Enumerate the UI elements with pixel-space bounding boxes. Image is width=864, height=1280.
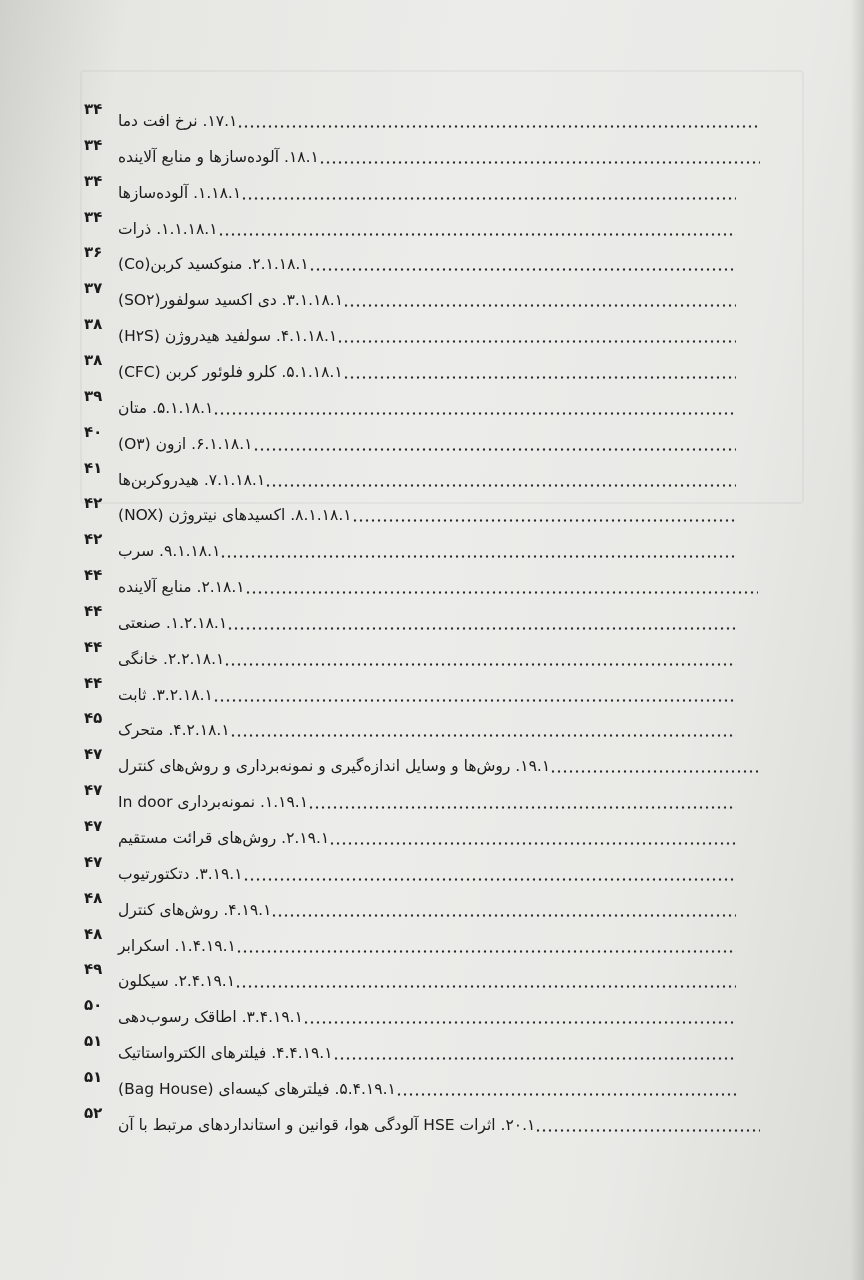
toc-entry-page-number: ۴۰ xyxy=(84,422,103,441)
toc-entry xyxy=(112,958,736,992)
toc-entry-page-number: ۴۷ xyxy=(84,781,103,800)
dot-leader xyxy=(271,914,736,917)
toc-entry-page-number: ۴۸ xyxy=(84,888,103,907)
toc-entry xyxy=(112,241,736,275)
toc-entry-page-number: ۳۴ xyxy=(84,171,103,190)
toc-entry xyxy=(112,421,736,455)
toc-entry xyxy=(112,1102,760,1136)
toc-entry-title: ۱.۴.۱۹.۱. اسکرابر xyxy=(118,936,236,955)
toc-entry xyxy=(112,277,736,311)
toc-entry-title: ۳.۱.۱۸.۱. دی اکسید سولفور(SO۲) xyxy=(118,291,344,310)
dot-leader xyxy=(224,663,736,666)
toc-entry xyxy=(112,564,758,598)
toc-entry xyxy=(112,349,736,383)
toc-entry-title: ۱۷.۱. نرخ افت دما xyxy=(118,112,238,130)
toc-entry-page-number: ۳۶ xyxy=(84,243,103,262)
toc-entry-title: ۲۰.۱. اثرات HSE آلودگی هوا، قوانین و استانداردهای مرتبط با آن xyxy=(118,1115,536,1134)
toc-entry-title: ۲.۴.۱۹.۱. سیکلون xyxy=(118,972,236,991)
toc-entry-title: ۸.۱.۱۸.۱. اکسیدهای نیتروژن (NOX) xyxy=(118,506,352,525)
toc-entry-page-number: ۳۹ xyxy=(84,386,103,405)
dot-leader xyxy=(230,734,736,737)
dot-leader xyxy=(235,985,736,988)
toc-entry xyxy=(112,887,736,921)
toc-entry xyxy=(112,385,736,419)
toc-entry-page-number: ۳۸ xyxy=(84,315,103,334)
toc-entry-title: ۲.۱.۱۸.۱. منوکسید کربن(Co) xyxy=(118,255,309,274)
toc-entry-title: ۱.۲.۱۸.۱. صنعتی xyxy=(118,613,228,632)
toc-entry-page-number: ۵۰ xyxy=(84,996,103,1015)
dot-leader xyxy=(550,770,760,773)
toc-entry-title: ۹.۱.۱۸.۱. سرب xyxy=(118,542,221,561)
toc-entry-page-number: ۳۴ xyxy=(84,207,103,226)
toc-entry-page-number: ۳۴ xyxy=(84,135,103,154)
dot-leader xyxy=(329,842,736,845)
toc-entry-page-number: ۴۴ xyxy=(84,673,103,692)
dot-leader xyxy=(343,304,736,307)
toc-entry xyxy=(112,313,736,347)
dot-leader xyxy=(241,197,736,200)
toc-entry-title: ۳.۲.۱۸.۱. ثابت xyxy=(118,685,213,704)
toc-entry-page-number: ۴۷ xyxy=(84,852,103,871)
toc-entry-title: ۵.۴.۱۹.۱. فیلترهای کیسه‌ای (Bag House) xyxy=(118,1079,396,1098)
dot-leader xyxy=(352,519,736,522)
toc-entry-page-number: ۴۲ xyxy=(84,494,103,513)
toc-entry-title: ۲.۲.۱۸.۱. خانگی xyxy=(118,649,225,668)
toc-entry xyxy=(112,98,760,132)
dot-leader xyxy=(218,233,736,236)
dot-leader xyxy=(309,268,736,271)
toc-entry-title: ۵.۱.۱۸.۱. کلرو فلوئور کربن (CFC) xyxy=(118,362,343,381)
toc-entry xyxy=(112,492,736,526)
toc-entry-page-number: ۵۱ xyxy=(84,1032,103,1051)
dot-leader xyxy=(236,950,736,953)
dot-leader xyxy=(535,1129,760,1132)
dot-leader xyxy=(243,878,736,881)
toc-entry-page-number: ۴۴ xyxy=(84,566,103,585)
toc-entry xyxy=(112,134,760,168)
toc-entry-title: ۱.۱.۱۸.۱. ذرات xyxy=(118,219,218,238)
toc-entry-page-number: ۴۲ xyxy=(84,530,103,549)
dot-leader xyxy=(253,448,736,451)
dot-leader xyxy=(245,591,758,594)
toc-entry xyxy=(112,994,736,1028)
toc-entry-page-number: ۴۸ xyxy=(84,924,103,943)
toc-entry-title: ۲.۱۸.۱. منابع آلاینده xyxy=(118,578,245,597)
toc-entry-page-number: ۴۱ xyxy=(84,458,103,477)
dot-leader xyxy=(213,699,736,702)
toc-entry-page-number: ۴۷ xyxy=(84,745,103,764)
toc-entry xyxy=(112,779,736,813)
toc-entry-page-number: ۴۴ xyxy=(84,601,103,620)
toc-entry-title: ۵.۱.۱۸.۱. متان xyxy=(118,398,214,417)
toc-entry-page-number: ۵۱ xyxy=(84,1067,103,1086)
dot-leader xyxy=(227,627,736,630)
toc-entry-title: ۴.۲.۱۸.۱. متحرک xyxy=(118,721,230,740)
toc-entry-page-number: ۴۵ xyxy=(84,709,103,728)
toc-entry xyxy=(112,1030,736,1064)
dot-leader xyxy=(213,412,736,415)
toc-entry-title: ۴.۱۹.۱. روش‌های کنترل xyxy=(118,900,272,919)
toc-entry-title: ۳.۱۹.۱. دتکتورتیوب xyxy=(118,864,243,883)
toc-entry-title: ۱.۱۹.۱. نمونه‌برداری In door xyxy=(118,793,309,812)
toc-entry-page-number: ۴۹ xyxy=(84,960,103,979)
toc-entry-page-number: ۴۷ xyxy=(84,817,103,835)
toc-entry xyxy=(112,600,736,634)
toc-entry-title: ۱۹.۱. روش‌ها و وسایل اندازه‌گیری و نمونه‌برداری و روش‌های کنترل xyxy=(118,757,551,776)
toc-entry-title: ۳.۴.۱۹.۱. اطاقک رسوب‌دهی xyxy=(118,1008,303,1027)
dot-leader xyxy=(237,125,760,128)
toc-entry xyxy=(112,923,736,957)
toc-entry-title: ۴.۱.۱۸.۱. سولفید هیدروژن (H۲S) xyxy=(118,327,338,346)
dot-leader xyxy=(220,555,736,558)
dot-leader xyxy=(308,806,736,809)
toc-entry xyxy=(112,851,736,885)
toc-entry xyxy=(112,815,736,849)
toc-entry xyxy=(112,206,736,240)
toc-entry-title: ۶.۱.۱۸.۱. ازون (O۳) xyxy=(118,434,253,453)
toc-entry-title: ۱۸.۱. آلوده‌سازها و منابع آلاینده xyxy=(118,147,319,166)
toc-entry xyxy=(112,743,760,777)
toc-entry xyxy=(112,1066,736,1100)
toc-entry xyxy=(112,636,736,670)
toc-entry-title: ۲.۱۹.۱. روش‌های قرائت مستقیم xyxy=(118,829,330,847)
toc-entry-page-number: ۵۲ xyxy=(84,1103,103,1122)
toc-entry xyxy=(112,672,736,706)
toc-entry xyxy=(112,170,736,204)
toc-entry xyxy=(112,707,736,741)
dot-leader xyxy=(333,1057,736,1060)
toc-entry xyxy=(112,457,736,491)
dot-leader xyxy=(343,376,736,379)
toc-entry-page-number: ۳۷ xyxy=(84,279,103,298)
dot-leader xyxy=(396,1093,736,1096)
dot-leader xyxy=(319,161,760,164)
dot-leader xyxy=(265,484,736,487)
dot-leader xyxy=(303,1021,736,1024)
toc-entry-page-number: ۳۴ xyxy=(84,100,103,118)
dot-leader xyxy=(337,340,736,343)
toc-entry-page-number: ۴۴ xyxy=(84,637,103,656)
toc-entry-title: ۷.۱.۱۸.۱. هیدروکربن‌ها xyxy=(118,470,266,489)
toc-entry-title: ۴.۴.۱۹.۱. فیلترهای الکترواستاتیک xyxy=(118,1044,333,1063)
toc-entry-title: ۱.۱۸.۱. آلوده‌سازها xyxy=(118,183,242,202)
toc-entry-page-number: ۳۸ xyxy=(84,350,103,369)
toc-entry xyxy=(112,528,736,562)
